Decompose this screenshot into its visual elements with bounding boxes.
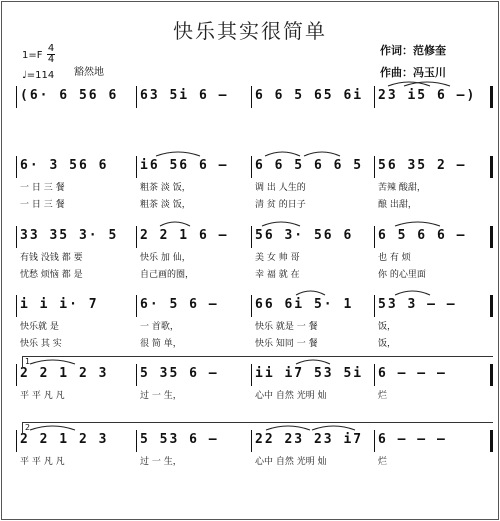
lyric-text: 粗茶 淡 饭， [140, 183, 191, 193]
lyric-text: 平 平 凡 凡 [20, 391, 65, 401]
lyric-text: 粗茶 淡 饭， [140, 200, 191, 210]
measure-notes: 6· 5 6 – [140, 297, 219, 312]
lyric-text: 幸 福 就 在 [255, 270, 300, 280]
lyric-text: 快乐 加 仙， [140, 253, 191, 263]
slur-arc [312, 426, 355, 430]
measure-notes: 6· 3 56 6 [20, 158, 109, 173]
measure-notes: 2 2 1 6 – [140, 228, 229, 243]
lyric-text: 美 女 帅 哥 [255, 253, 300, 263]
time-denominator: 4 [47, 54, 55, 65]
lyric-text: 快乐就 是 [20, 322, 59, 332]
measure-notes: 63 5i 6 – [140, 88, 229, 103]
slur-arc [296, 360, 330, 364]
measure-notes: i i i· 7 [20, 297, 99, 312]
slur-arc [395, 222, 440, 226]
measure-notes: 6 5 6 6 – [378, 228, 467, 243]
lyric-text: 饭， [378, 339, 397, 349]
slur-arc [30, 360, 75, 364]
lyric-text: 一 首歌， [140, 322, 179, 332]
slur-arc [395, 291, 430, 295]
slur-arc [266, 426, 310, 430]
lyric-text: 忧愁 烦恼 都 是 [20, 270, 83, 280]
measure-notes: 22 23 23 i7 [255, 432, 364, 447]
lyric-text: 烂 [378, 391, 388, 401]
volta-number: 2. [25, 423, 33, 432]
measure-notes: 53 3 – – [378, 297, 457, 312]
lyric-text: 快乐 知同 一 餐 [255, 339, 318, 349]
measure-notes: 23 i5 6 –) [378, 88, 477, 103]
measure-notes: 6 – – – [378, 432, 447, 447]
measure-notes: 2 2 1 2 3 [20, 366, 109, 381]
slur-arc [156, 152, 200, 156]
lyric-text: 清 贫 的日子 [255, 200, 306, 210]
slur-arc [262, 222, 300, 226]
volta-number: 1. [25, 357, 33, 366]
slur-arc [304, 152, 340, 156]
measure-notes: 56 3· 56 6 [255, 228, 354, 243]
lyric-text: 心中 自然 光明 灿 [255, 391, 327, 401]
measure-notes: (6· 6 56 6 [20, 88, 119, 103]
lyric-text: 心中 自然 光明 灿 [255, 457, 327, 467]
time-numerator: 4 [47, 43, 55, 54]
slur-arc [265, 152, 300, 156]
slur-arc [296, 291, 325, 295]
lyric-text: 饭， [378, 322, 397, 332]
lyric-text: 苦辣 酸甜， [378, 183, 426, 193]
composer-credit: 作曲：冯玉川 [380, 66, 446, 79]
tempo-mark: ♩=114 [22, 70, 55, 81]
measure-notes: i6 56 6 – [140, 158, 229, 173]
song-title: 快乐其实很简单 [173, 19, 327, 43]
measure-notes: 66 6i 5· 1 [255, 297, 354, 312]
measure-notes: 56 35 2 – [378, 158, 467, 173]
measure-notes: 6 6 5 65 6i [255, 88, 364, 103]
slur-arc [160, 222, 190, 226]
lyric-text: 酿 出甜， [378, 200, 417, 210]
measure-notes: 6 6 5 6 6 5 [255, 158, 364, 173]
measure-notes: ii i7 53 5i [255, 366, 364, 381]
measure-notes: 5 53 6 – [140, 432, 219, 447]
measure-notes: 6 – – – [378, 366, 447, 381]
lyric-text: 也 有 烦 [378, 253, 411, 263]
lyric-text: 很 简 单， [140, 339, 182, 349]
lyric-text: 一 日 三 餐 [20, 183, 65, 193]
lyric-text: 过 一 生， [140, 457, 182, 467]
expression-mark: 豁然地 [74, 67, 104, 78]
lyric-text: 一 日 三 餐 [20, 200, 65, 210]
lyric-text: 烂 [378, 457, 388, 467]
lyric-text: 你 的心里面 [378, 270, 426, 280]
lyric-text: 过 一 生， [140, 391, 182, 401]
lyric-text: 快乐 其 实 [20, 339, 62, 349]
slur-arc [30, 426, 75, 430]
lyricist-credit: 作词：范修奎 [380, 44, 446, 57]
measure-notes: 5 35 6 – [140, 366, 219, 381]
lyric-text: 自己画的圈， [140, 270, 195, 280]
measure-notes: 2 2 1 2 3 [20, 432, 109, 447]
lyric-text: 平 平 凡 凡 [20, 457, 65, 467]
lyric-text: 调 出 人生的 [255, 183, 306, 193]
measure-notes: 33 35 3· 5 [20, 228, 119, 243]
lyric-text: 有钱 没钱 都 要 [20, 253, 83, 263]
key-signature: 1=F [22, 50, 43, 61]
lyric-text: 快乐 就是 一 餐 [255, 322, 318, 332]
